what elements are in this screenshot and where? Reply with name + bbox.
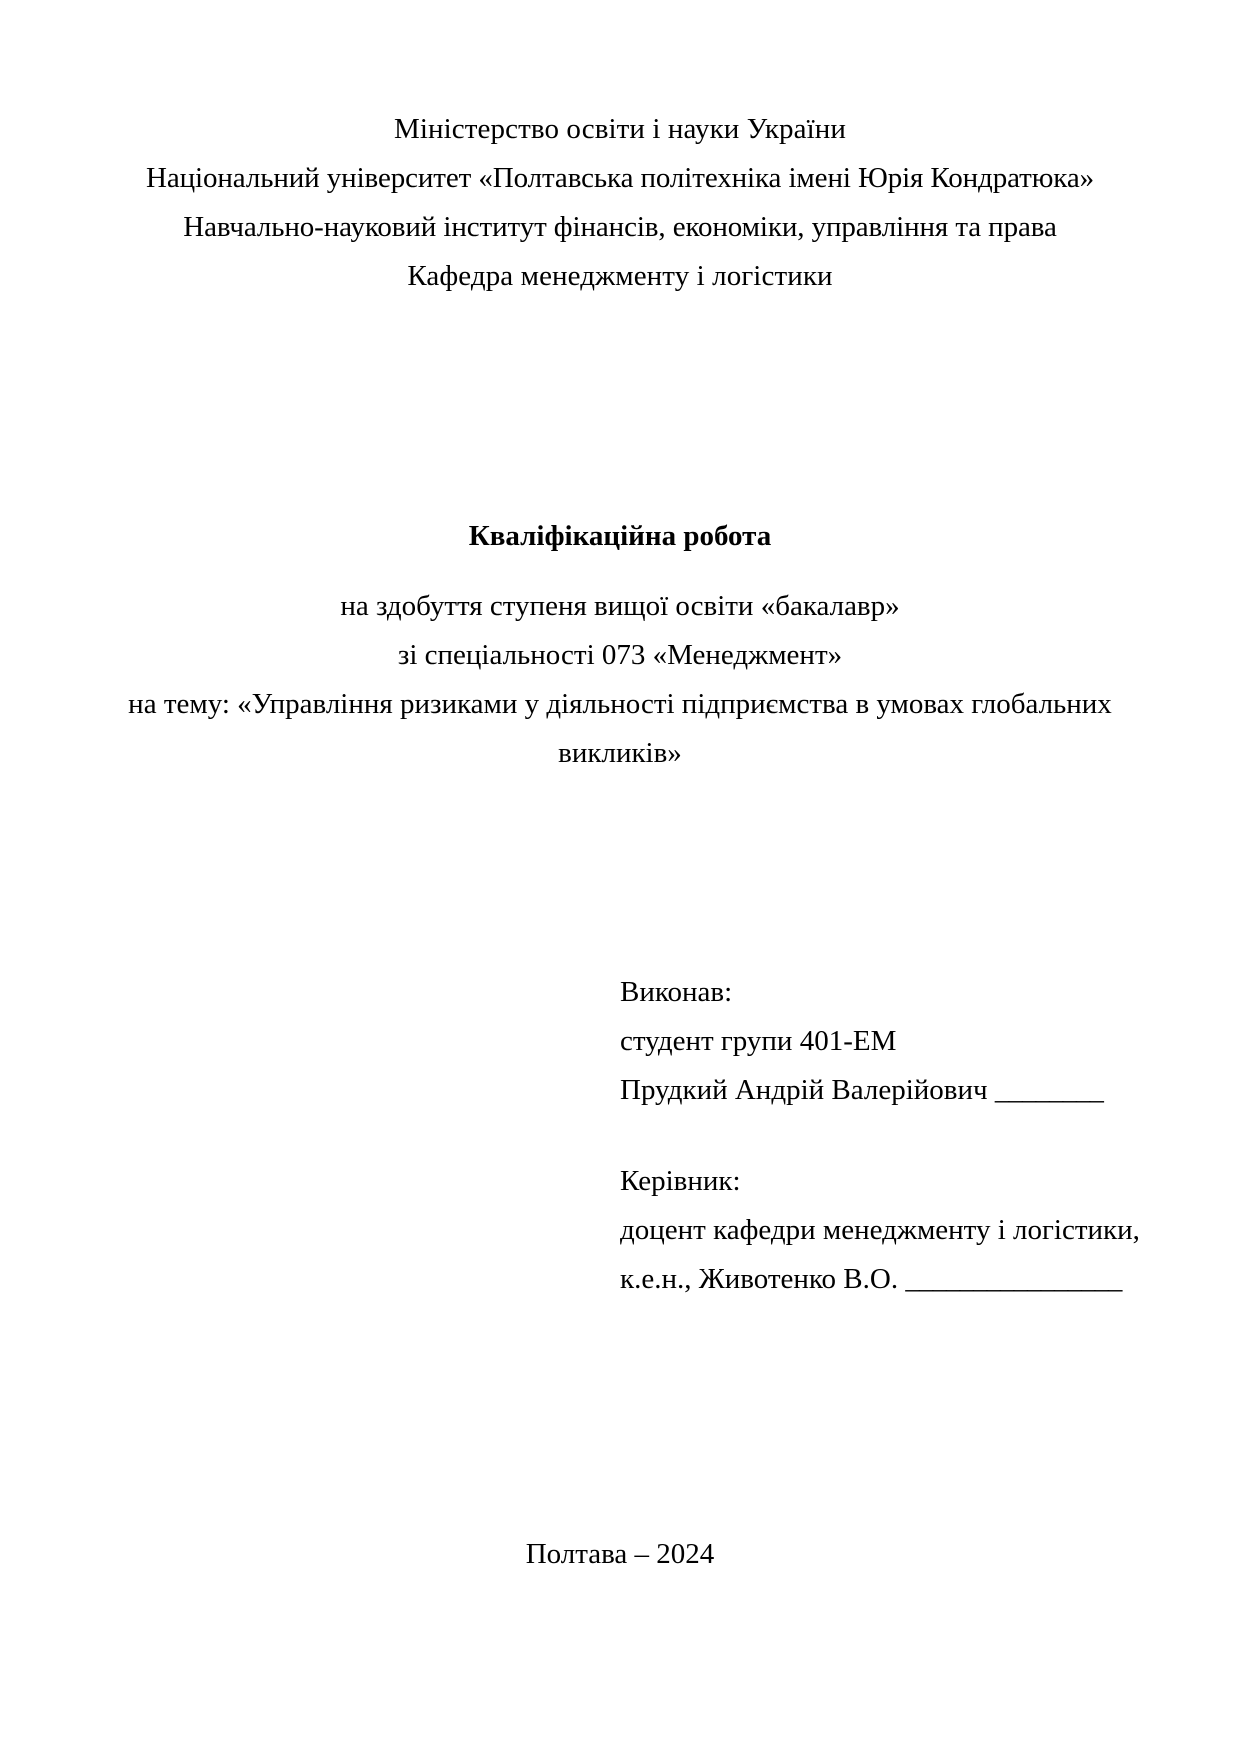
author-name-row bbox=[620, 1066, 1120, 1115]
work-title-block bbox=[110, 512, 1130, 778]
supervisor-name-row bbox=[620, 1255, 1120, 1304]
ministry-line: Міністерство освіти і науки України bbox=[393, 113, 847, 145]
specialty-line: зі спеціальності 073 «Менеджмент» bbox=[397, 639, 843, 671]
institute-line: Навчально-науковий інститут фінансів, економіки, управління та права bbox=[183, 211, 1057, 243]
author-signature-rule: ________ bbox=[994, 1074, 1103, 1106]
signature-block bbox=[620, 968, 1140, 1304]
supervisor-signature-rule: ________________ bbox=[905, 1263, 1122, 1295]
author-group-line: студент групи 401-ЕМ bbox=[620, 1025, 897, 1057]
signature-spacer bbox=[620, 1115, 1120, 1157]
supervisor-degree-and-name: к.е.н., Животенко В.О. bbox=[620, 1263, 899, 1295]
institution-header bbox=[110, 105, 1130, 301]
work-kind-heading: Кваліфікаційна робота bbox=[468, 520, 772, 552]
supervisor-position-line: доцент кафедри менеджменту і логістики, bbox=[620, 1214, 1140, 1246]
theme-line: на тему: «Управління ризиками у діяльності підприємства в умовах глобальних викликів» bbox=[128, 688, 1112, 769]
university-line: Національний університет «Полтавська політехніка імені Юрія Кондратюка» bbox=[146, 162, 1094, 194]
author-role-label: Виконав: bbox=[620, 976, 733, 1008]
author-name: Прудкий Андрій Валерійович bbox=[620, 1074, 988, 1106]
supervisor-role-label: Керівник: bbox=[620, 1165, 741, 1197]
degree-line: на здобуття ступеня вищої освіти «бакалавр» bbox=[340, 590, 900, 622]
department-line: Кафедра менеджменту і логістики bbox=[407, 260, 833, 292]
page-footer bbox=[110, 1530, 1130, 1579]
place-year-line: Полтава – 2024 bbox=[525, 1538, 715, 1570]
